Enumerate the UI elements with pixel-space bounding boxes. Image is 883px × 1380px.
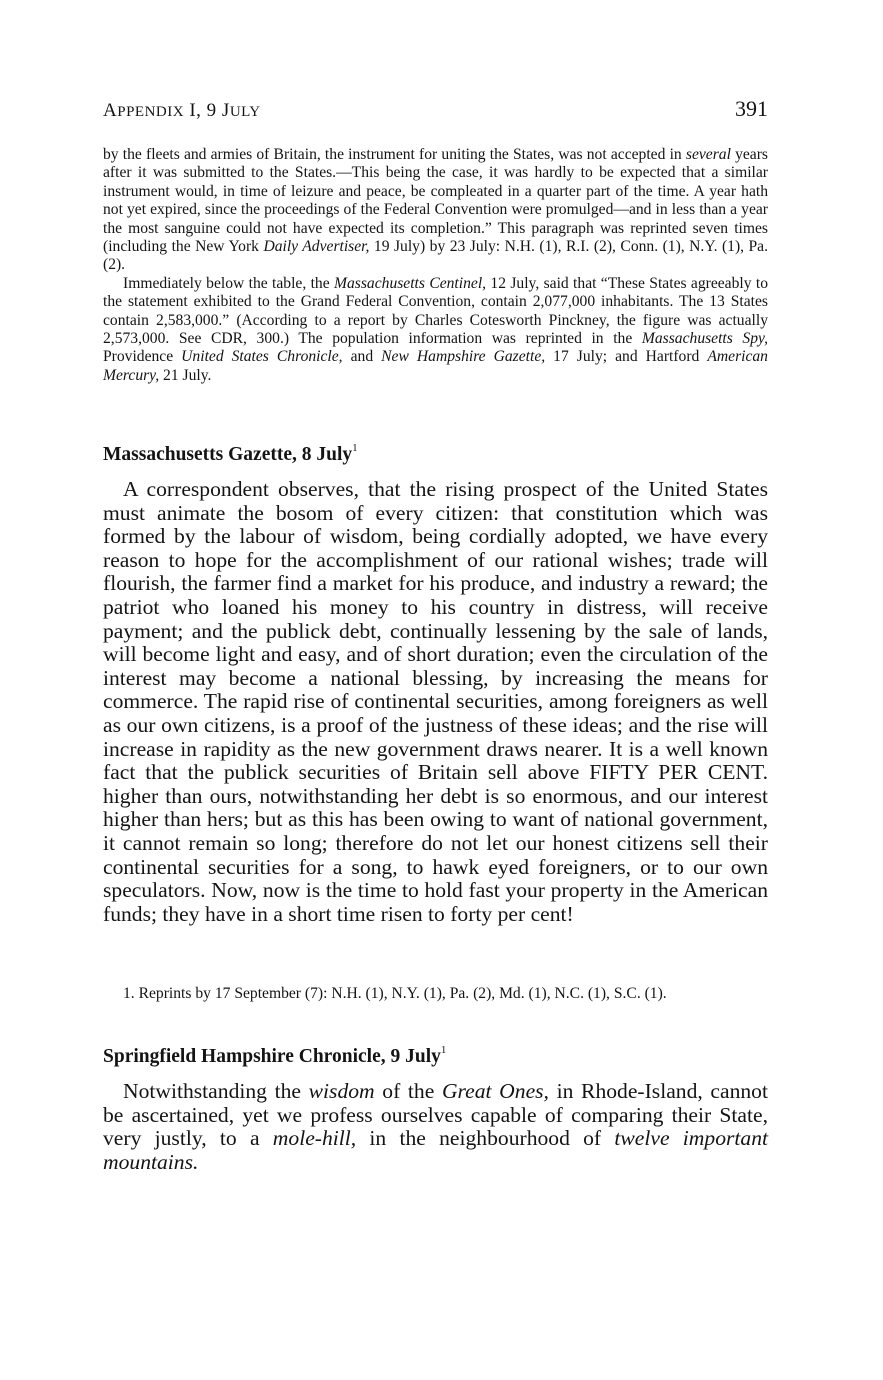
section-body-massachusetts-gazette — [103, 478, 768, 926]
text-run: of the — [374, 1079, 442, 1103]
text-run: Notwithstanding the — [123, 1079, 309, 1103]
text-run: by the fleets and armies of Britain, the instrument for uniting the States, was not accepted in — [103, 146, 686, 163]
footnote-marker: 1 — [440, 1044, 447, 1056]
intro-paragraph-1 — [103, 146, 768, 275]
italic-run: American Mercury, — [103, 348, 768, 384]
italic-run: twelve important mountains. — [103, 1126, 768, 1174]
footnote-marker: 1 — [352, 442, 358, 454]
text-run: Immediately below the table, the — [123, 274, 334, 292]
intro-paragraph-2 — [103, 275, 768, 385]
section-heading-massachusetts-gazette — [103, 442, 358, 466]
footnote-text: 1. Reprints by 17 September (7): N.H. (1), N.Y. (1), Pa. (2), Md. (1), N.C. (1), S.C. (1). — [123, 985, 667, 1002]
running-head — [103, 96, 768, 126]
italic-run: Massachusetts Spy, — [641, 330, 768, 348]
italic-run: United States Chronicle, — [181, 348, 343, 366]
running-head-middle: I, 9 — [184, 100, 222, 121]
text-run: and — [342, 348, 382, 366]
intro-commentary — [103, 146, 768, 385]
text-run: 12 July, said that “These States agreeably to the statement exhibited to the Grand Federal Convention, contain 2,077,000 inhabitants. The 13 States contain 2,583,000.” (According to a report by Charles Cotesworth Pinckney, the figure was actually 2,573,000. See CDR, 300.) The population information was reprinted in the — [103, 274, 768, 348]
section-heading-text: Springfield Hampshire Chronicle, 9 July — [103, 1046, 441, 1067]
running-head-smallcaps: ULY — [229, 104, 261, 120]
text-run: 17 July; and Hartford — [545, 348, 708, 366]
running-head-smallcaps: PPENDIX — [117, 104, 185, 120]
text-run: 19 July) by 23 July: N.H. (1), R.I. (2), Conn. (1), N.Y. (1), Pa. (2). — [103, 238, 769, 274]
running-head-title — [103, 100, 261, 122]
section-heading-springfield-chronicle — [103, 1044, 446, 1068]
italic-run: Massachusetts Centinel, — [334, 274, 487, 292]
italic-run: wisdom — [308, 1079, 375, 1103]
text-run: in Rhode-Island, cannot be ascertained, yet we profess ourselves capable of comparing their State, very justly, to a — [103, 1079, 768, 1151]
italic-run: New Hampshire Gazette, — [381, 348, 546, 366]
text-run: in the neighbourhood of — [356, 1126, 615, 1151]
page-number: 391 — [735, 96, 768, 121]
italic-run: Daily Advertiser, — [263, 238, 370, 256]
text-run: 21 July. — [159, 366, 212, 384]
section-heading-text: Massachusetts Gazette, 8 July — [103, 444, 353, 465]
running-head-cap: J — [221, 100, 230, 121]
italic-run: Great Ones, — [441, 1079, 549, 1103]
italic-run: mole-hill, — [272, 1126, 357, 1151]
section-body-text: A correspondent observes, that the rising prospect of the United States must animate the bosom of every citizen: that constitution which was formed by the labour of wisdom, being cordially adopted, we have every reason to hope for the accomplishment of our rational wishes; trade will flourish, the farmer find a market for his produce, and industry a reward; the patriot who loaned his money to his country in distress, will receive payment; and the publick debt, continually lessening by the sale of lands, will become light and easy, and of short duration; even the circulation of the interest may become a national blessing, by increasing the means for commerce. The rapid rise of continental securities, among foreigners as well as our own citizens, is a proof of the justness of these ideas; and the rise will increase in rapidity as the new government draws nearer. It is a well known fact that the publick securities of Britain sell above FIFTY PER CENT. higher than ours, notwithstanding her debt is so enormous, and our interest higher than hers; but as this has been owing to want of national government, it cannot remain so long; therefore do not let our honest citizens sell their continental securities for a song, to hawk eyed foreigners, or to our own speculators. Now, now is the time to hold fast your property in the American funds; they have in a short time risen to forty per cent! — [103, 477, 768, 926]
section-body-springfield-chronicle — [103, 1080, 768, 1174]
italic-run: several — [685, 146, 731, 163]
text-run: years after it was submitted to the States.—This being the case, it was hardly to be expected that a similar instrument would, in time of leizure and peace, be compleated in a quarter part of the time. A year hath not yet expired, since the proceedings of the Federal Convention were promulged—and in less than a year the most sanguine could not have expected its completion.” This paragraph was reprinted seven times (including the New York — [103, 146, 768, 256]
running-head-cap: A — [103, 100, 118, 121]
text-run: Providence — [103, 348, 182, 366]
footnote — [103, 984, 768, 1003]
section-body-text — [103, 1080, 768, 1174]
